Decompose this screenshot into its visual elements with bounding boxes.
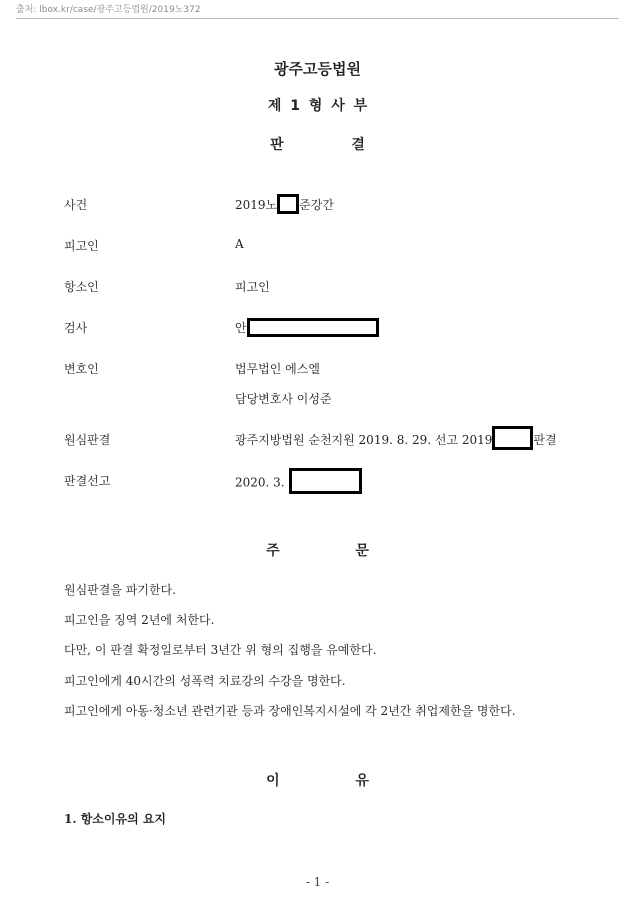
verdict-date: 2020. 3. [235,475,285,490]
reason-heading-char-2: 유 [355,773,369,789]
header-divider [16,18,619,19]
order-line-5: 피고인에게 아동·청소년 관련기관 등과 장애인복지시설에 각 2년간 취업제한을 명한다. [64,704,516,718]
appellant-label: 항소인 [64,280,99,294]
case-type: 준강간 [299,198,334,212]
order-heading [0,540,635,560]
verdict-date-value [235,472,362,494]
redaction-box [492,426,533,450]
original-judgment-value [235,431,557,450]
case-label: 사건 [64,198,88,212]
source-line: 출처: lbox.kr/case/광주고등법원/2019노372 [16,5,201,15]
order-line-1: 원심판결을 파기한다. [64,583,176,597]
original-judgment-text: 광주지방법원 순천지원 2019. 8. 29. 선고 2019 [235,433,493,447]
redaction-box [247,318,379,337]
prosecutor-value [235,319,379,337]
order-line-3: 다만, 이 판결 확정일로부터 3년간 위 형의 집행을 유예한다. [64,643,377,657]
order-line-4: 피고인에게 40시간의 성폭력 치료강의 수강을 명한다. [64,674,346,688]
judgment-heading [0,134,635,154]
counsel-firm: 법무법인 에스엘 [235,362,320,376]
defendant-label: 피고인 [64,239,99,253]
counsel-lawyer: 담당변호사 이성준 [235,392,332,406]
order-heading-char-2: 문 [355,543,369,559]
redaction-box [289,468,362,494]
judgment-heading-char-2: 결 [351,137,365,153]
defendant-value: A [235,237,244,251]
division-name: 제 1 형 사 부 [267,98,368,114]
reason-heading [0,770,635,790]
court-name: 광주고등법원 [274,60,361,78]
original-judgment-suffix: 판결 [533,433,557,447]
redaction-box [277,194,299,214]
prosecutor-name: 안 [235,321,247,335]
page-number: - 1 - [305,875,330,889]
case-value [235,196,334,214]
appellant-value: 피고인 [235,280,270,294]
judgment-heading-char-1: 판 [270,137,284,153]
order-line-2: 피고인을 징역 2년에 처한다. [64,613,215,627]
order-heading-char-1: 주 [266,543,280,559]
case-number-prefix: 2019노 [235,198,278,212]
prosecutor-label: 검사 [64,321,88,335]
original-judgment-label: 원심판결 [64,433,111,447]
section-1-heading: 1. 항소이유의 요지 [64,812,167,826]
reason-heading-char-1: 이 [266,773,280,789]
counsel-label: 변호인 [64,362,99,376]
verdict-date-label: 판결선고 [64,474,111,488]
